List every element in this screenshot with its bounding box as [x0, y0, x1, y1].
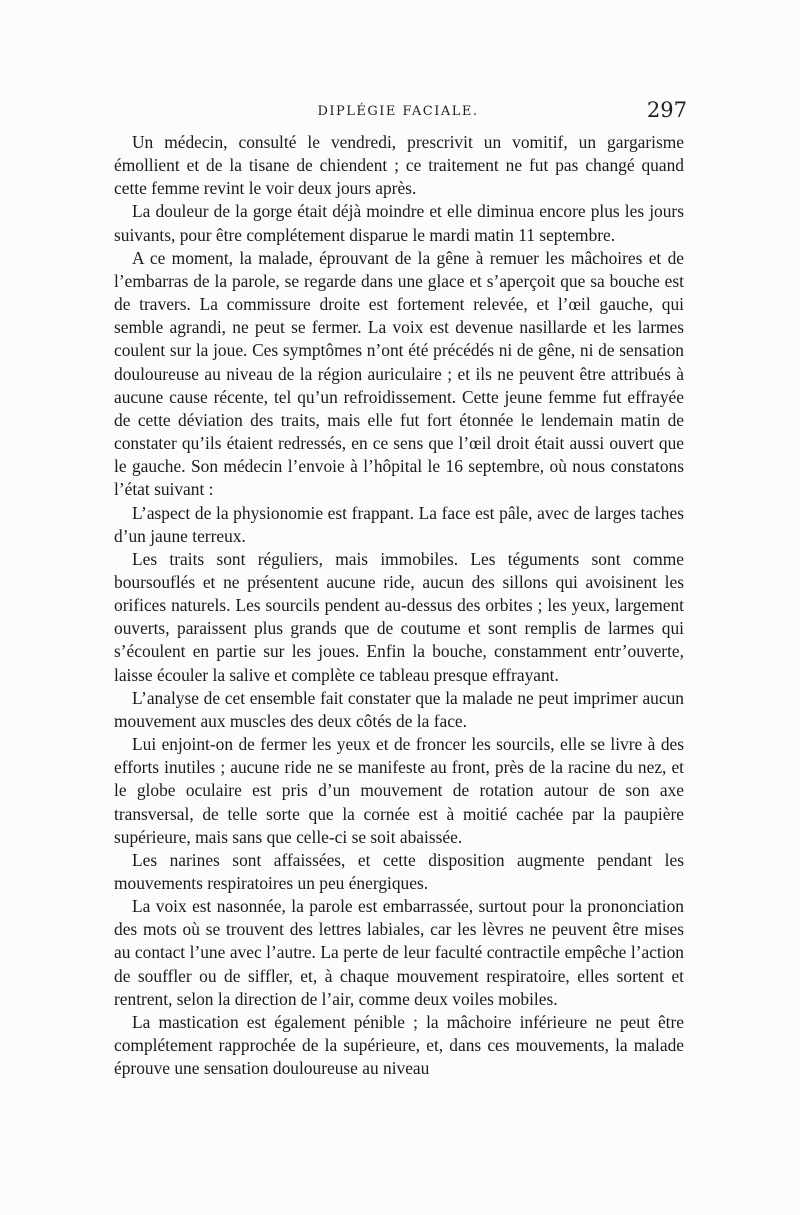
paragraph: Un médecin, consulté le vendredi, prescrivit un vomitif, un gargarisme émollient et de la tisane de chiendent ; ce traitement ne fut pas changé quand cette femme revint le voir deux jours après.	[114, 132, 684, 199]
paragraph: A ce moment, la malade, éprouvant de la gêne à remuer les mâchoires et de l’embarras de la parole, se regarde dans une glace et s’aperçoit que sa bouche est de travers. La commissure droite est fortement relevée, et l’œil gauche, qui semble agrandi, ne peut se fermer. La voix est devenue nasillarde et les larmes coulent sur la joue. Ces symptômes n’ont été précédés ni de gêne, ni de sensation douloureuse au niveau de la région auriculaire ; et ils ne peuvent être attribués à aucune cause récente, tel qu’un refroidissement. Cette jeune femme fut effrayée de cette déviation des traits, mais elle fut fort étonnée le lendemain matin de constater qu’ils étaient redressés, en ce sens que l’œil droit était aussi ouvert que le gauche. Son médecin l’envoie à l’hôpital le 16 septembre, où nous constatons l’état suivant :	[114, 247, 684, 500]
paragraph: Les traits sont réguliers, mais immobiles. Les téguments sont comme boursouflés et ne présentent aucune ride, aucun des sillons qui avoisinent les orifices naturels. Les sourcils pendent au-dessus des orbites ; les yeux, largement ouverts, paraissent plus grands que de coutume et sont remplis de larmes qui s’écoulent en partie sur les joues. Enfin la bouche, constamment entr’ouverte, laisse écouler la salive et complète ce tableau presque effrayant.	[114, 548, 684, 685]
body-text	[114, 131, 684, 1080]
paragraph: La voix est nasonnée, la parole est embarrassée, surtout pour la prononciation des mots où se trouvent des lettres labiales, car les lèvres ne peuvent être mises au contact l’une avec l’autre. La perte de leur faculté contractile empêche l’action de souffler ou de siffler, et, à chaque mouvement respiratoire, elles sortent et rentrent, selon la direction de l’air, comme deux voiles mobiles.	[114, 896, 684, 1009]
page-number: 297	[646, 98, 687, 122]
paragraph: Lui enjoint-on de fermer les yeux et de froncer les sourcils, elle se livre à des efforts inutiles ; aucune ride ne se manifeste au front, près de la racine du nez, et le globe oculaire est pris d’un mouvement de rotation autour de son axe transversal, de telle sorte que la cornée est à moitié cachée par la paupière supérieure, mais sans que celle-ci se soit abaissée.	[114, 734, 684, 847]
running-head-title: DIPLÉGIE FACIALE.	[317, 104, 479, 119]
running-head	[113, 98, 687, 126]
paragraph: L’aspect de la physionomie est frappant. La face est pâle, avec de larges taches d’un jaune terreux.	[114, 502, 684, 546]
paragraph: Les narines sont affaissées, et cette disposition augmente pendant les mouvements respiratoires un peu énergiques.	[114, 849, 684, 893]
paragraph: L’analyse de cet ensemble fait constater que la malade ne peut imprimer aucun mouvement aux muscles des deux côtés de la face.	[114, 687, 684, 731]
paragraph: La douleur de la gorge était déjà moindre et elle diminua encore plus les jours suivants, pour être complétement disparue le mardi matin 11 septembre.	[114, 201, 684, 245]
paragraph: La mastication est également pénible ; la mâchoire inférieure ne peut être complétement rapprochée de la supérieure, et, dans ces mouvements, la malade éprouve une sensation douloureuse au niveau	[114, 1011, 684, 1079]
